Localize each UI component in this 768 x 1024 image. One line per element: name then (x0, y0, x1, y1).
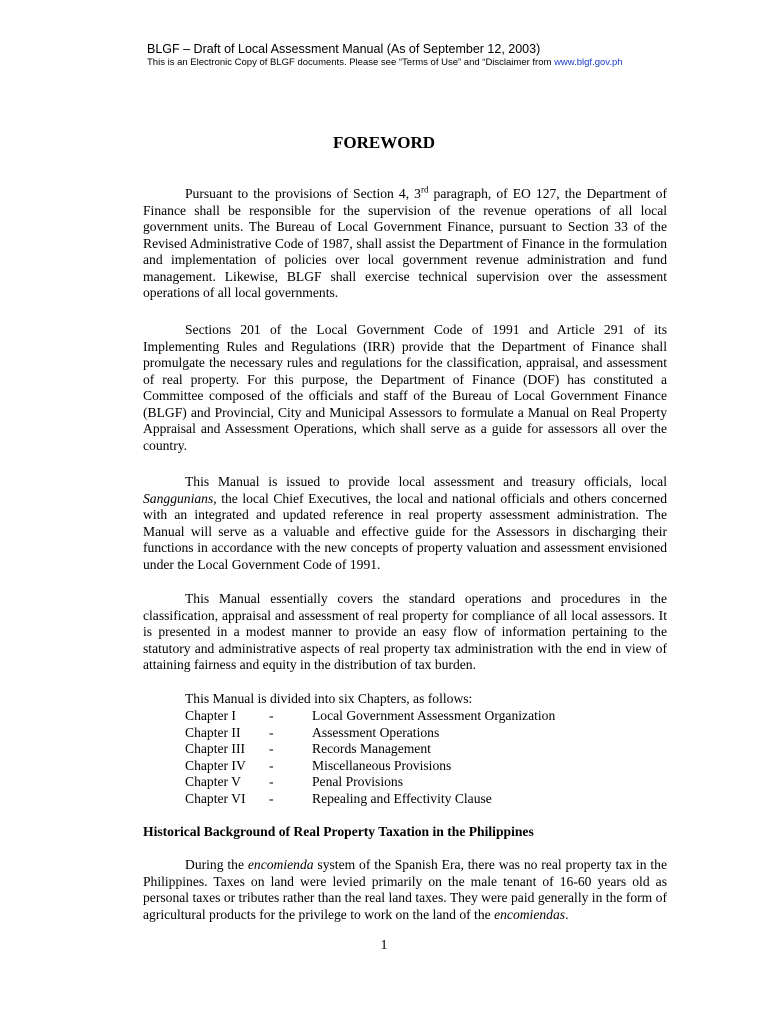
p5-text-a: During the (185, 857, 248, 872)
p1-text-a: Pursuant to the provisions of Section 4, 3 (185, 186, 421, 201)
p3-text-a: This Manual is issued to provide local assessment and treasury officials, local (185, 474, 667, 489)
paragraph-4 (143, 591, 667, 674)
chapter-title: Records Management (312, 741, 431, 756)
chapter-dash: - (269, 724, 274, 740)
p5-text-b: system of the Spanish Era, there was no real property tax in the Philippines. Taxes on land were levied primarily on the male tenant of 16-60 years old as personal taxes or tributes rather than the real land taxes. They were paid generally in the form of agricultural products for the privilege to work on the land of the (143, 857, 667, 922)
paragraph-3 (143, 474, 667, 573)
header-notice (147, 57, 737, 69)
p5-italic-2: encomiendas (494, 906, 566, 922)
chapter-number: Chapter V (185, 774, 242, 789)
chapter-dash: - (269, 708, 274, 723)
chapter-number: Chapter IV (185, 757, 246, 773)
p3-italic: Sanggunians (143, 490, 214, 506)
p3-text-b: , the local Chief Executives, the local and national officials and others concerned with an integrated and updated reference in real property assessment administration. The Manual will serve as a valuable and effective guide for the Assessors in discharging their functions in accordance with the new concepts of property valuation and assessment envisioned under the Local Government Code of 1991. (143, 490, 667, 572)
chapter-list (185, 708, 555, 807)
chapter-number: Chapter III (185, 741, 246, 756)
page-title: FOREWORD (333, 133, 435, 152)
paragraph-1 (143, 186, 667, 302)
chapter-title: Local Government Assessment Organization (312, 708, 556, 723)
chapters-intro (143, 691, 667, 708)
header-notice-text: This is an Electronic Copy of BLGF documents. Please see “Terms of Use” and “Disclaimer from (147, 57, 552, 68)
chapter-title: Repealing and Effectivity Clause (312, 790, 492, 806)
section-heading: Historical Background of Real Property Taxation in the Philippines (143, 824, 534, 839)
chapter-number: Chapter I (185, 708, 236, 723)
chapter-title: Penal Provisions (312, 774, 404, 789)
chapter-row (185, 708, 555, 725)
paragraph-2 (143, 322, 667, 454)
p5-text-c: . (565, 906, 569, 922)
p5-italic-1: encomienda (247, 857, 314, 872)
p1-text-b: paragraph, of EO 127, the Department of Finance shall be responsible for the supervision of the revenue operations of all local government units. The Bureau of Local Government Finance, pursuant to Section 33 of the Revised Administrative Code of 1987, shall assist the Department of Finance in the formulation and implementation of policies over local government revenue administration and fund management. Likewise, BLGF shall exercise technical supervision over the assessment operations of all local governments. (143, 186, 667, 300)
document-header (147, 42, 737, 69)
chapter-title: Miscellaneous Provisions (312, 757, 452, 773)
blgf-website-link[interactable]: www.blgf.gov.ph (554, 57, 623, 68)
chapter-dash: - (269, 741, 274, 756)
chapter-row (185, 741, 555, 758)
chapter-dash: - (269, 774, 274, 789)
chapters-intro-text: This Manual is divided into six Chapters, as follows: (185, 691, 473, 706)
page-number: 1 (380, 938, 388, 953)
chapter-number: Chapter II (185, 724, 241, 740)
p4-text: This Manual essentially covers the standard operations and procedures in the classification, appraisal and assessment of real property for compliance of all local assessors. It is presented in a modest manner to provide an easy flow of information pertaining to the statutory and administrative aspects of real property tax administration with the end in view of attaining fairness and equity in the distribution of tax burden. (143, 591, 667, 672)
chapter-row (185, 758, 555, 775)
chapter-row (185, 791, 555, 808)
header-title: BLGF – Draft of Local Assessment Manual (As of September 12, 2003) (147, 42, 541, 56)
chapter-title: Assessment Operations (312, 724, 440, 740)
chapter-number: Chapter VI (185, 790, 246, 806)
paragraph-5 (143, 857, 667, 923)
p2-text: Sections 201 of the Local Government Code of 1991 and Article 291 of its Implementing Rules and Regulations (IRR) provide that the Department of Finance shall promulgate the necessary rules and regulations for the classification, appraisal, and assessment of real property. For this purpose, the Department of Finance (DOF) has constituted a Committee composed of the officials and staff of the Bureau of Local Government Finance (BLGF) and Provincial, City and Municipal Assessors to formulate a Manual on Real Property Appraisal and Assessment Operations, which shall serve as a guide for assessors all over the country. (143, 322, 667, 453)
chapter-row (185, 725, 555, 742)
p1-superscript: rd (420, 184, 429, 195)
chapter-row (185, 774, 555, 791)
chapter-dash: - (269, 790, 274, 806)
chapter-dash: - (269, 757, 274, 773)
